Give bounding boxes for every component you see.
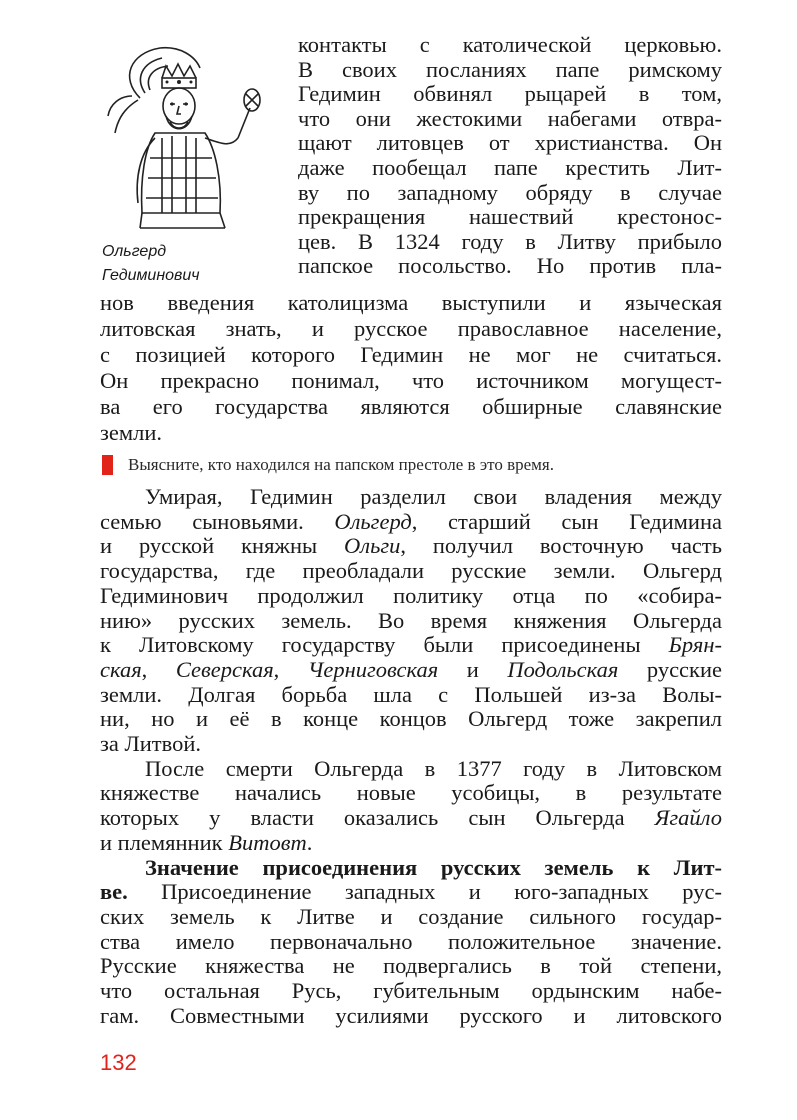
paragraph-2-line	[100, 509, 722, 535]
paragraph-4-line: ства имело первоначально положительное значение.	[100, 928, 722, 954]
name-vytautas: Витовт	[228, 829, 307, 855]
text-run: русские	[618, 656, 723, 682]
text-run: Присоединение западных и юго-западных рус-	[127, 879, 722, 905]
text-run: семью сыновьями.	[100, 508, 335, 534]
paragraph-4-line: Русские княжества не подвергались в той степени,	[100, 953, 722, 979]
paragraph-3-line: После смерти Ольгерда в 1377 году в Литовском	[145, 755, 722, 781]
paragraph-1-line: ва его государства являются обширные славянские	[100, 394, 722, 419]
place-name: Черниговская	[307, 656, 439, 682]
paragraph-1-line: прекращения нашествий крестонос-	[298, 204, 722, 230]
name-jagiello: Ягайло	[654, 805, 722, 831]
paragraph-1-line: щают литовцев от христианства. Он	[298, 130, 722, 156]
paragraph-3-line: княжестве начались новые усобицы, в результате	[100, 780, 722, 806]
task-marker-icon	[102, 455, 113, 475]
paragraph-1-line: с позицией которого Гедимин не мог не считаться.	[100, 342, 722, 367]
paragraph-1-line: что они жестокими набегами отвра-	[298, 105, 722, 131]
section-heading: Значение присоединения русских земель к Лит-	[145, 854, 722, 880]
place-name: Подольская	[507, 656, 619, 682]
paragraph-1-line: земли.	[100, 420, 163, 445]
text-run: и	[438, 656, 508, 682]
text-run: .	[306, 829, 313, 855]
paragraph-4-line: что остальная Русь, губительным ордынским набе-	[100, 978, 722, 1003]
paragraph-2-line: Гедиминович продолжил политику отца по «собира-	[100, 582, 722, 608]
paragraph-1-line: В своих посланиях папе римскому	[298, 56, 722, 82]
olgerd-portrait-illustration	[100, 38, 280, 238]
paragraph-1-line: цев. В 1324 году в Литву прибыло	[298, 228, 722, 254]
paragraph-1-line: даже пообещал папе крестить Лит-	[298, 155, 722, 180]
paragraph-2-line: ни, но и её в конце концов Ольгерд тоже закрепил	[100, 706, 722, 732]
paragraph-2-line	[100, 632, 722, 658]
paragraph-2-line	[100, 533, 722, 559]
paragraph-4-line: гам. Совместными усилиями русского и литовского	[100, 1002, 722, 1028]
place-name: Брян-	[668, 632, 722, 658]
text-run: , получил восточную часть	[400, 533, 723, 559]
paragraph-4-line	[100, 879, 722, 905]
name-olga: Ольги	[344, 533, 401, 559]
paragraph-1-line: Он прекрасно понимал, что источником могущест-	[100, 368, 722, 393]
text-run: и племянник	[100, 829, 229, 855]
name-olgerd: Ольгерд	[334, 508, 412, 534]
paragraph-1-line: папское посольство. Но против пла-	[298, 253, 722, 279]
paragraph-1-line: литовская знать, и русское православное население,	[100, 316, 722, 341]
paragraph-4-line: ских земель к Литве и создание сильного государ-	[100, 903, 722, 929]
task-question	[102, 452, 722, 478]
task-text: Выясните, кто находился на папском престоле в это время.	[128, 455, 554, 474]
text-run: , старший сын Гедимина	[411, 508, 722, 534]
section-heading-end: ве.	[100, 879, 128, 905]
paragraph-2-line: Умирая, Гедимин разделил свои владения между	[145, 484, 722, 509]
paragraph-1-line: контакты с католической церковью.	[298, 32, 722, 57]
text-run: и русской княжны	[100, 533, 345, 559]
paragraph-2-line: земли. Долгая борьба шла с Польшей из-за Волы-	[100, 681, 722, 707]
paragraph-2-line: нию» русских земель. Во время княжения Ольгерда	[100, 607, 722, 633]
portrait-caption	[102, 240, 272, 288]
caption-line-2: Гедиминович	[102, 267, 200, 284]
paragraph-2-line	[100, 657, 722, 683]
paragraph-1-line: Гедимин обвинял рыцарей в том,	[298, 81, 722, 107]
caption-line-1: Ольгерд	[102, 243, 167, 260]
place-name: ская	[100, 656, 142, 682]
paragraph-3-line	[100, 805, 722, 831]
paragraph-2-line: за Литвой.	[100, 731, 202, 756]
text-run: ,	[273, 656, 308, 682]
paragraph-1-line: ву по западному обряду в случае	[298, 179, 722, 205]
paragraph-1-line: нов введения католицизма выступили и языческая	[100, 290, 722, 315]
paragraph-2-line: государства, где преобладали русские земли. Ольгерд	[100, 558, 722, 584]
place-name: Северская	[175, 656, 274, 682]
page-number: 132	[100, 1050, 137, 1075]
section-heading-line	[145, 855, 722, 881]
text-run: которых у власти оказались сын Ольгерда	[100, 805, 655, 831]
text-run: ,	[141, 656, 176, 682]
text-run: к Литовскому государству были присоединены	[100, 632, 669, 658]
paragraph-3-line	[100, 830, 722, 856]
